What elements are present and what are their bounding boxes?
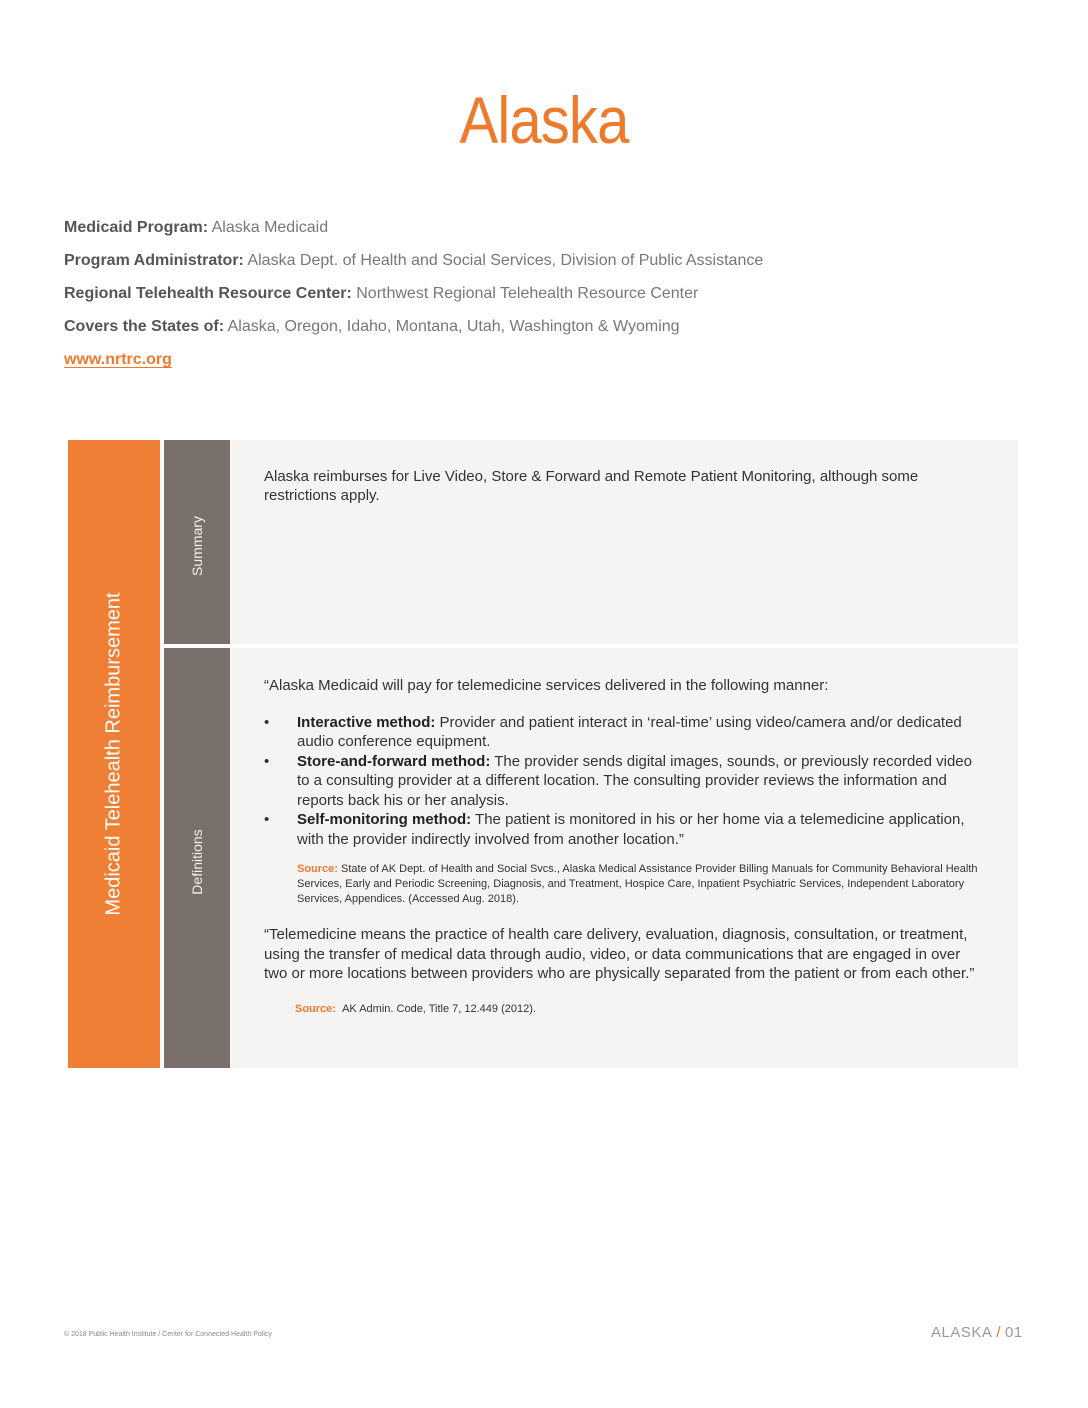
definitions-content [230,648,1018,1068]
method-term: Self-monitoring method: [297,811,472,828]
list-item [264,713,984,752]
source-label: Source: [297,863,338,875]
covered-states-value: Alaska, Oregon, Idaho, Montana, Utah, Washington & Wyoming [227,318,680,335]
source-label: Source: [295,1002,336,1015]
section-label: Medicaid Telehealth Reimbursement [102,592,125,916]
footer-state: ALASKA [931,1324,993,1341]
method-term: Interactive method: [297,713,436,731]
website-row [64,343,763,376]
footer-slash: / [996,1324,1002,1341]
list-item [264,752,984,811]
website-link[interactable]: www.nrtrc.org [64,351,172,368]
definitions-tab [164,648,230,1068]
page-title: Alaska [459,83,629,157]
method-description: The provider sends digital images, sounds, or previously recorded video to a consulting provider at a different location. The consulting provider reviews the information and reports back his or her analysis. [297,752,972,809]
method-description: The patient is monitored in his or her home via a telemedicine application, with the provider indirectly involved from another location.” [297,811,965,848]
program-info [64,211,763,376]
resource-center-value: Northwest Regional Telehealth Resource Center [356,285,699,302]
bullet-marker: • [264,811,270,828]
page-number-footer [931,1324,1023,1341]
definition-intro: “Alaska Medicaid will pay for telemedicine services delivered in the following manner: [264,677,829,694]
program-administrator-value: Alaska Dept. of Health and Social Services, Division of Public Assistance [247,252,764,269]
bullet-marker: • [264,752,270,770]
section-sidebar [68,440,160,1068]
telemedicine-definition: “Telemedicine means the practice of health care delivery, evaluation, diagnosis, consultation, or treatment, using the transfer of medical data through audio, video, or data communications that are engaged in over two or more locations between providers who are physically separated from the patient or from each other.” [264,926,975,982]
program-administrator-row [64,244,763,277]
medicaid-program-row [64,211,763,244]
resource-center-row [64,277,763,310]
copyright-footer: © 2018 Public Health Institute / Center for Connected Health Policy [64,1331,272,1338]
summary-tab [164,440,230,644]
covered-states-label: Covers the States of: [64,318,225,335]
method-list [264,713,984,850]
medicaid-program-value: Alaska Medicaid [211,219,329,236]
program-administrator-label: Program Administrator: [64,252,244,269]
source-text: AK Admin. Code, Title 7, 12.449 (2012). [342,1002,536,1015]
summary-text: Alaska reimburses for Live Video, Store & Forward and Remote Patient Monitoring, although some restrictions apply. [264,468,919,504]
source-text: State of AK Dept. of Health and Social Svcs., Alaska Medical Assistance Provider Billing Manuals for Community Behavioral Health Services, Early and Periodic Screening, Diagnosis, and Treatment, Hospice Care, Inpatient Psychiatric Services, Independent Laboratory Services, Appendices. (Accessed Aug. 2018). [297,863,978,905]
covered-states-row [64,310,763,343]
source-citation-2 [295,1002,984,1017]
bullet-marker: • [264,713,270,731]
method-term: Store-and-forward method: [297,752,491,770]
definitions-body [264,676,984,1017]
method-description: Provider and patient interact in ‘real-time’ using video/camera and/or dedicated audio conference equipment. [297,713,962,750]
definitions-tab-label: Definitions [189,829,205,895]
summary-tab-label: Summary [189,516,205,576]
page-number: 01 [1005,1324,1023,1341]
reimbursement-panel [68,440,1018,1068]
summary-content [230,440,1018,644]
resource-center-label: Regional Telehealth Resource Center: [64,285,352,302]
list-item [264,810,984,849]
source-citation-1 [297,862,984,907]
medicaid-program-label: Medicaid Program: [64,219,209,236]
